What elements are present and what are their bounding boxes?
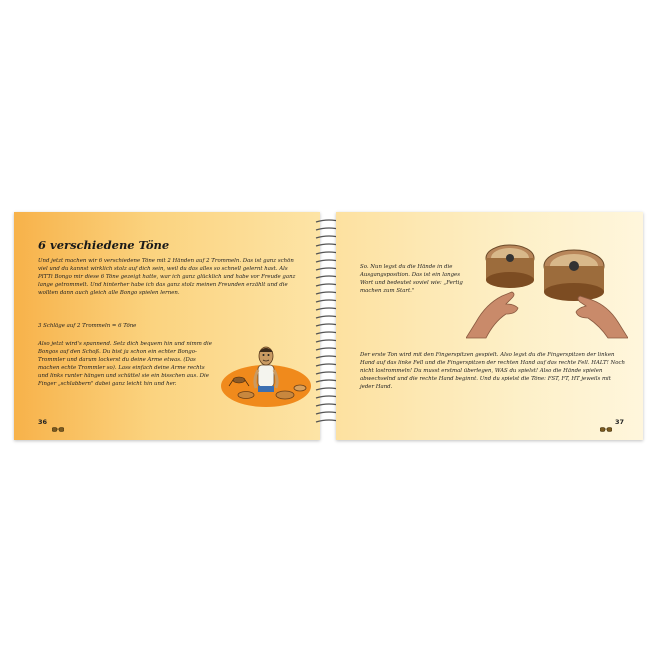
sunglasses-icon xyxy=(52,418,64,424)
page-number: 37 xyxy=(615,418,625,426)
book-spread xyxy=(14,212,643,440)
left-page xyxy=(14,212,320,440)
right-page xyxy=(336,212,643,440)
formula-text: 3 Schläge auf 2 Trommeln = 6 Töne xyxy=(38,323,137,329)
bongo-hands-photo xyxy=(466,234,628,340)
page-title: 6 verschiedene Töne xyxy=(38,238,170,252)
sunglasses-icon xyxy=(600,418,612,424)
instruction-paragraph: Also jetzt wird's spannend. Setz dich bequem hin und nimm die Bongos auf den Schoß. Du bist ja schon ein echter Bongo-Trommler und darum lockerst du deine Arme etwas. (Das machen echte Trommler so). Lass einfach deine Arme rechts und links runter hängen und schüttel sie ein bisschen aus. Die Finger „schlabbern" dabei ganz leicht hin und her. xyxy=(38,341,212,387)
bongo-player-illustration xyxy=(220,340,312,408)
first-tone-paragraph: Der erste Ton wird mit den Fingerspitzen gespielt. Also legst du die Fingerspitzen der linken Hand auf das linke Fell und die Fingerspitzen der rechten Hand auf das rechte Fell. HALT! Noch nicht lostrommeln! Du musst erstmal überlegen, WAS du spielst! Also die Hände spielen abwechselnd und die rechte Hand beginnt. Und du spielst die Töne: FST, FT, HT jeweils mit jeder Hand. xyxy=(360,352,625,390)
page-number: 36 xyxy=(38,418,48,426)
start-position-caption: So. Nun legst du die Hände in die Ausgangsposition. Das ist ein langes Wort und bedeutet soviel wie: „Fertig machen zum Start." xyxy=(360,264,463,294)
intro-paragraph: Und jetzt machen wir 6 verschiedene Töne mit 2 Händen auf 2 Trommeln. Das ist ganz schön viel und du kannst wirklich stolz auf dich sein, weil du das alles so schnell gelernt hast. Als PITTi Bongo mir diese 6 Töne gezeigt hatte, war ich ganz glücklich und habe vor Freude ganz lange getrommelt. Und hinterher habe ich das ganz stolz meinen Freunden erzählt und die wollten dann auch gleich alle Bongo spielen lernen. xyxy=(38,258,296,296)
